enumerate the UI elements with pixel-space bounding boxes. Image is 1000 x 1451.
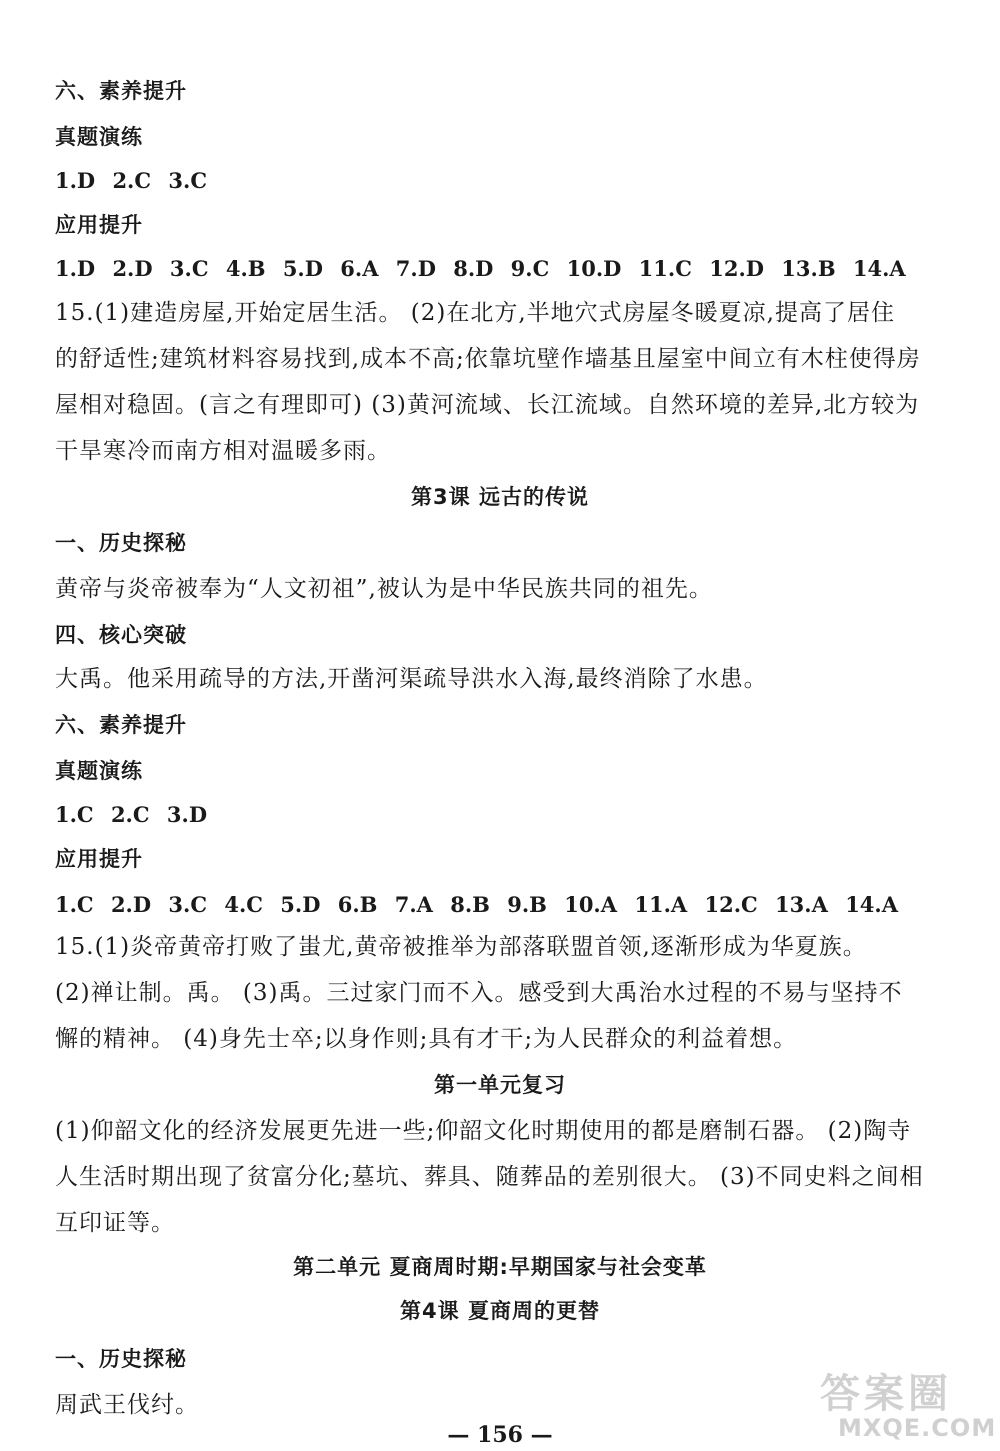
text-line: 人生活时期出现了贫富分化;墓坑、葬具、随葬品的差别很大。 (3)不同史料之间相 [55,1164,924,1190]
section-heading: 一、历史探秘 [55,1347,187,1371]
text-line: 大禹。他采用疏导的方法,开凿河渠疏导洪水入海,最终消除了水患。 [55,666,768,692]
section-title: 第3课 远古的传说 [411,485,589,509]
text-line: 干旱寒冷而南方相对温暖多雨。 [55,438,391,464]
page-number: — 156 — [447,1422,553,1448]
section-title: 第二单元 夏商周时期:早期国家与社会变革 [293,1255,707,1279]
section-heading: 一、历史探秘 [55,531,187,555]
section-heading: 应用提升 [55,213,143,237]
text-line: 15.(1)炎帝黄帝打败了蚩尤,黄帝被推举为部落联盟首领,逐渐形成为华夏族。 [55,934,867,960]
section-title: 第4课 夏商周的更替 [400,1299,600,1323]
text-line: (2)禅让制。禹。 (3)禹。三过家门而不入。感受到大禹治水过程的不易与坚持不 [55,980,903,1006]
text-line: 屋相对稳固。(言之有理即可) (3)黄河流域、长江流域。自然环境的差异,北方较为 [55,392,920,418]
text-line: 互印证等。 [55,1210,175,1236]
section-heading: 应用提升 [55,847,143,871]
text-line: 周武王伐纣。 [55,1392,199,1418]
answer-line: 1.C 2.C 3.D [55,802,208,827]
section-heading: 四、核心突破 [55,623,187,647]
text-line: 懈的精神。 (4)身先士卒;以身作则;具有才干;为人民群众的利益着想。 [55,1026,798,1052]
watermark-text: 答案圈 [820,1371,952,1417]
answer-line: 1.D 2.C 3.C [55,168,208,193]
section-title: 第一单元复习 [434,1073,566,1097]
text-line: 的舒适性;建筑材料容易找到,成本不高;依靠坑壁作墙基且屋室中间立有木柱使得房 [55,346,921,372]
answer-line: 1.D 2.D 3.C 4.B 5.D 6.A 7.D 8.D 9.C 10.D 11.C 12.D 13.B 14.A [55,256,906,281]
section-heading: 真题演练 [55,125,143,149]
section-heading: 六、素养提升 [55,79,187,103]
text-line: 黄帝与炎帝被奉为“人文初祖”,被认为是中华民族共同的祖先。 [55,576,713,602]
answer-line: 1.C 2.D 3.C 4.C 5.D 6.B 7.A 8.B 9.B 10.A 11.A 12.C 13.A 14.A [55,892,899,917]
watermark-logo [808,1362,997,1450]
text-line: (1)仰韶文化的经济发展更先进一些;仰韶文化时期使用的都是磨制石器。 (2)陶寺 [55,1118,912,1144]
watermark-url: MXQE.COM [838,1414,997,1442]
section-heading: 六、素养提升 [55,713,187,737]
section-heading: 真题演练 [55,759,143,783]
text-line: 15.(1)建造房屋,开始定居生活。 (2)在北方,半地穴式房屋冬暖夏凉,提高了居住 [55,300,895,326]
